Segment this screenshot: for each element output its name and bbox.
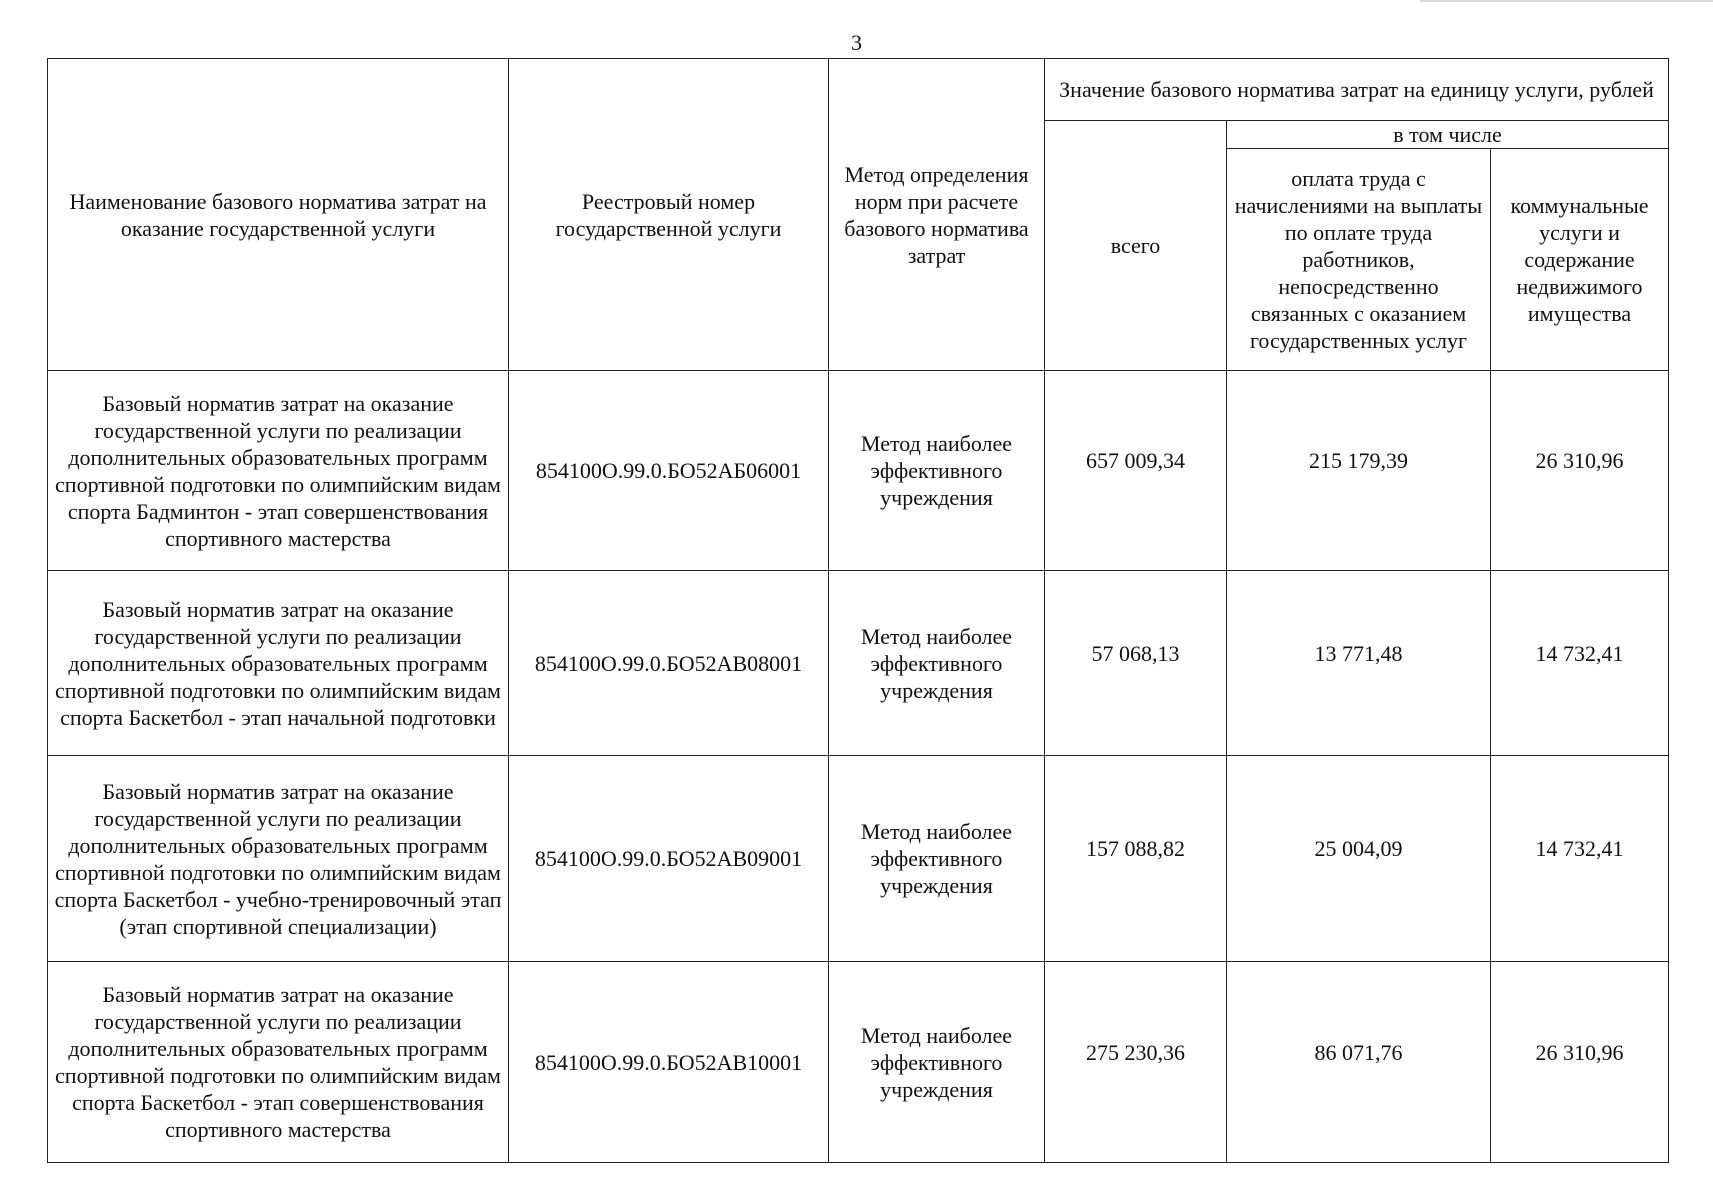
row-wages-cell: 13 771,48 bbox=[1227, 571, 1491, 756]
row-method-cell: Метод наиболее эффективного учреждения bbox=[829, 962, 1045, 1163]
row-registry-cell: 854100О.99.0.БО52АВ10001 bbox=[509, 962, 829, 1163]
row-method-cell: Метод наиболее эффективного учреждения bbox=[829, 371, 1045, 571]
row-total-cell: 57 068,13 bbox=[1045, 571, 1227, 756]
header-value-group: Значение базового норматива затрат на единицу услуги, рублей bbox=[1045, 59, 1669, 121]
row-total-cell: 275 230,36 bbox=[1045, 962, 1227, 1163]
header-including: в том числе bbox=[1227, 121, 1669, 149]
header-utilities: коммунальные услуги и содержание недвижимого имущества bbox=[1491, 149, 1669, 371]
table-row bbox=[48, 571, 1669, 756]
row-method-cell: Метод наиболее эффективного учреждения bbox=[829, 756, 1045, 962]
row-wages-cell: 25 004,09 bbox=[1227, 756, 1491, 962]
row-name-cell: Базовый норматив затрат на оказание государственной услуги по реализации дополнительных образовательных программ спортивной подготовки по олимпийским видам спорта Баскетбол - этап совершенствования спортивного мастерства bbox=[48, 962, 509, 1163]
row-registry-cell: 854100О.99.0.БО52АВ09001 bbox=[509, 756, 829, 962]
row-method-cell: Метод наиболее эффективного учреждения bbox=[829, 571, 1045, 756]
row-utilities-cell: 26 310,96 bbox=[1491, 962, 1669, 1163]
table-row bbox=[48, 371, 1669, 571]
row-wages-cell: 86 071,76 bbox=[1227, 962, 1491, 1163]
top-edge-rule bbox=[1420, 0, 1713, 2]
row-utilities-cell: 14 732,41 bbox=[1491, 756, 1669, 962]
header-total: всего bbox=[1045, 121, 1227, 371]
row-wages-cell: 215 179,39 bbox=[1227, 371, 1491, 571]
header-wages: оплата труда с начислениями на выплаты по оплате труда работников, непосредственно связанных с оказанием государственных услуг bbox=[1227, 149, 1491, 371]
row-total-cell: 157 088,82 bbox=[1045, 756, 1227, 962]
table-row bbox=[48, 756, 1669, 962]
row-name-cell: Базовый норматив затрат на оказание государственной услуги по реализации дополнительных образовательных программ спортивной подготовки по олимпийским видам спорта Бадминтон - этап совершенствования спортивного мастерства bbox=[48, 371, 509, 571]
table-row bbox=[48, 962, 1669, 1163]
row-registry-cell: 854100О.99.0.БО52АБ06001 bbox=[509, 371, 829, 571]
row-name-cell: Базовый норматив затрат на оказание государственной услуги по реализации дополнительных образовательных программ спортивной подготовки по олимпийским видам спорта Баскетбол - этап начальной подготовки bbox=[48, 571, 509, 756]
row-total-cell: 657 009,34 bbox=[1045, 371, 1227, 571]
header-registry: Реестровый номер государственной услуги bbox=[509, 59, 829, 371]
row-registry-cell: 854100О.99.0.БО52АВ08001 bbox=[509, 571, 829, 756]
row-utilities-cell: 26 310,96 bbox=[1491, 371, 1669, 571]
norms-table bbox=[47, 58, 1669, 1163]
header-name: Наименование базового норматива затрат на оказание государственной услуги bbox=[48, 59, 509, 371]
header-method: Метод определения норм при расчете базового норматива затрат bbox=[829, 59, 1045, 371]
page-number: 3 bbox=[851, 30, 862, 55]
row-name-cell: Базовый норматив затрат на оказание государственной услуги по реализации дополнительных образовательных программ спортивной подготовки по олимпийским видам спорта Баскетбол - учебно-тренировочный этап (этап спортивной специализации) bbox=[48, 756, 509, 962]
row-utilities-cell: 14 732,41 bbox=[1491, 571, 1669, 756]
header-row-1 bbox=[48, 59, 1669, 121]
